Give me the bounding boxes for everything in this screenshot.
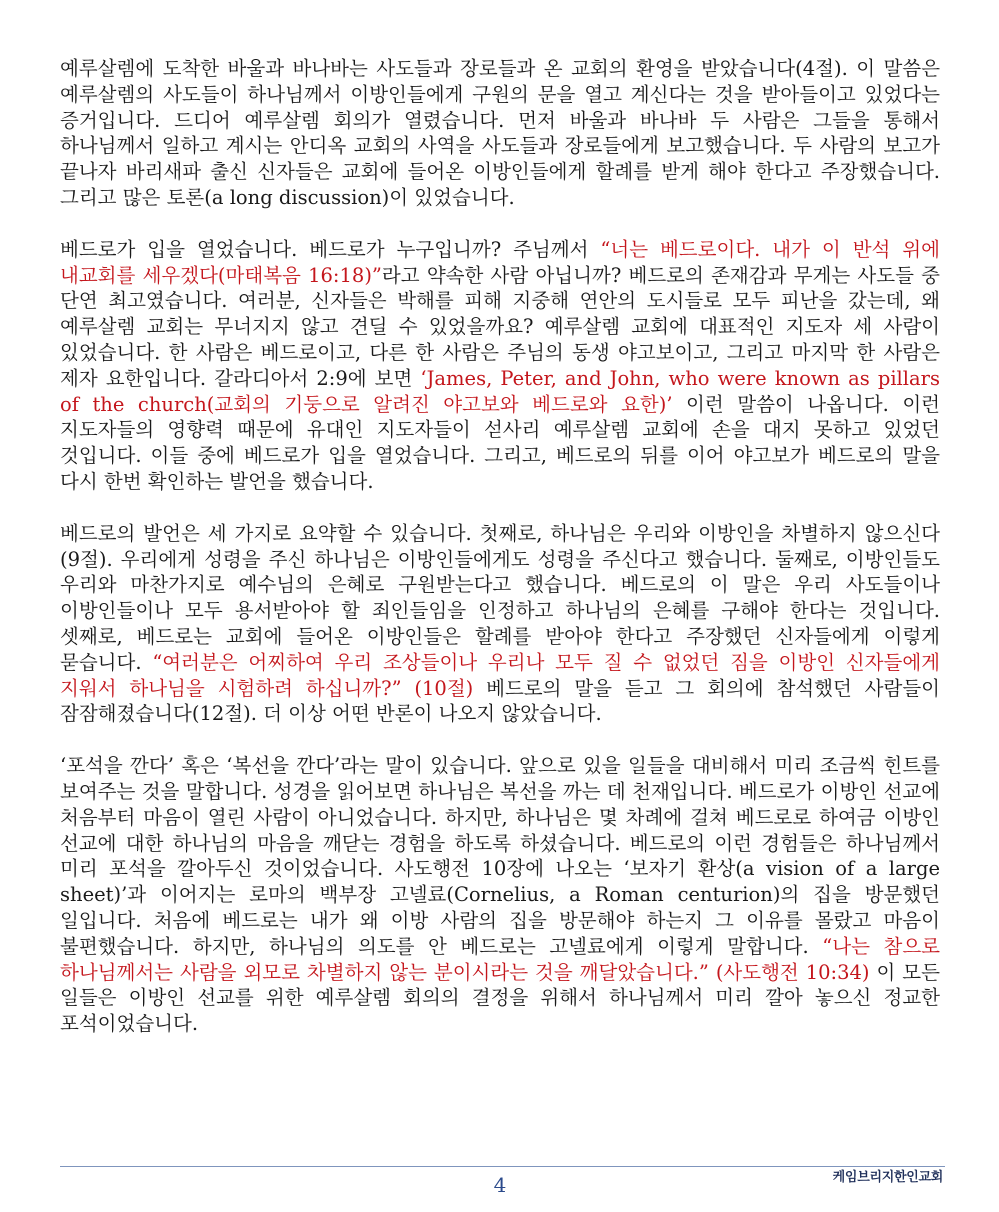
church-name-logo: 케임브리지한인교회 [832, 1170, 943, 1185]
scripture-quote-acts-15-10: “여러분은 어찌하여 우리 조상들이나 우리나 모두 질 수 없었던 짐을 이방인 신자들에게 지워서 하나님을 시험하려 하십니까?” (10절) [60, 650, 940, 700]
footer-divider [60, 1166, 945, 1167]
paragraph-text: 예루살렘에 도착한 바울과 바나바는 사도들과 장로들과 온 교회의 환영을 받았습니다(4절). 이 말씀은 예루살렘의 사도들이 하나님께서 이방인들에게 구원의 문을 열고 계신다는 것을 받아들이고 있었다는 증거입니다. 드디어 예루살렘 회의가 열렸습니다. 먼저 바울과 바나바 두 사람은 그들을 통해서 하나님께서 일하고 계시는 안디옥 교회의 사역을 사도들과 장로들에게 보고했습니다. 두 사람의 보고가 끝나자 바리새파 출신 신자들은 교회에 들어온 이방인들에게 할례를 받게 해야 한다고 주장했습니다. 그리고 많은 토론(a long discussion)이 있었습니다. [60, 57, 940, 209]
document-body [60, 56, 940, 1063]
scripture-quote-galatians: ‘James, Peter, and John, who were known as pillars of the church(교회의 기둥으로 알려진 야고보와 베드로와 요한)’ [60, 366, 940, 416]
paragraph-text: 이런 말씀이 나옵니다. 이런 지도자들의 영향력 때문에 유대인 지도자들이 섣사리 예루살렘 교회에 손을 대지 못하고 있었던 것입니다. 이들 중에 베드로가 입을 열었습니다. 그리고, 베드로의 뒤를 이어 야고보가 베드로의 말을 다시 한번 확인하는 발언을 했습니다. [60, 392, 940, 493]
paragraph-text: 베드로의 말을 듣고 그 회의에 참석했던 사람들이 잠잠해졌습니다(12절). 더 이상 어떤 반론이 나오지 않았습니다. [60, 676, 940, 726]
scripture-quote-acts-10-34: “나는 참으로 하나님께서는 사람을 외모로 차별하지 않는 분이시라는 것을 깨달았습니다.” (사도행전 10:34) [60, 934, 940, 984]
page-number: 4 [493, 1173, 507, 1197]
paragraph-jerusalem-council [60, 56, 940, 211]
paragraph-foreshadowing [60, 753, 940, 1037]
paragraph-peter-summary [60, 521, 940, 727]
paragraph-text: ‘포석을 깐다’ 혹은 ‘복선을 깐다’라는 말이 있습니다. 앞으로 있을 일들을 대비해서 미리 조금씩 힌트를 보여주는 것을 말합니다. 성경을 읽어보면 하나님은 복선을 까는 데 천재입니다. 베드로가 이방인 선교에 처음부터 마음이 열린 사람이 아니었습니다. 하지만, 하나님은 몇 차례에 걸쳐 베드로로 하여금 이방인 선교에 대한 하나님의 마음을 깨닫는 경험을 하도록 하셨습니다. 베드로의 이런 경험들은 하나님께서 미리 포석을 깔아두신 것이었습니다. 사도행전 10장에 나오는 ‘보자기 환상(a vision of a large sheet)’과 이어지는 로마의 백부장 고넬료(Cornelius, a Roman centurion)의 집을 방문했던 일입니다. 처음에 베드로는 내가 왜 이방 사람의 집을 방문해야 하는지 그 이유를 몰랐고 마음이 불편했습니다. 하지만, 하나님의 의도를 안 베드로는 고넬료에게 이렇게 말합니다. [60, 754, 940, 958]
scripture-quote-matthew: “너는 베드로이다. 내가 이 반석 위에 내교회를 세우겠다(마태복음 16:18)” [60, 237, 940, 287]
paragraph-peter-speaks [60, 237, 940, 495]
paragraph-text: 이 모든 일들은 이방인 선교를 위한 예루살렘 회의의 결정을 위해서 하나님께서 미리 깔아 놓으신 정교한 포석이었습니다. [60, 960, 940, 1036]
paragraph-text: 라고 약속한 사람 아닙니까? 베드로의 존재감과 무게는 사도들 중 단연 최고였습니다. 여러분, 신자들은 박해를 피해 지중해 연안의 도시들로 모두 피난을 갔는데, 왜 예루살렘 교회는 무너지지 않고 견딜 수 있었을까요? 예루살렘 교회에 대표적인 지도자 세 사람이 있었습니다. 한 사람은 베드로이고, 다른 한 사람은 주님의 동생 야고보이고, 그리고 마지막 한 사람은 제자 요한입니다. 갈라디아서 2:9에 보면 [60, 263, 940, 390]
paragraph-text: 베드로가 입을 열었습니다. 베드로가 누구입니까? 주님께서 [60, 237, 601, 261]
paragraph-text: 베드로의 발언은 세 가지로 요약할 수 있습니다. 첫째로, 하나님은 우리와 이방인을 차별하지 않으신다(9절). 우리에게 성령을 주신 하나님은 이방인들에게도 성령을 주신다고 했습니다. 둘째로, 이방인들도 우리와 마찬가지로 예수님의 은혜로 구원받는다고 했습니다. 베드로의 이 말은 우리 사도들이나 이방인들이나 모두 용서받아야 할 죄인들임을 인정하고 하나님의 은혜를 구해야 한다는 것입니다. 셋째로, 베드로는 교회에 들어온 이방인들은 할례를 받아야 한다고 주장했던 신자들에게 이렇게 묻습니다. [60, 521, 940, 674]
